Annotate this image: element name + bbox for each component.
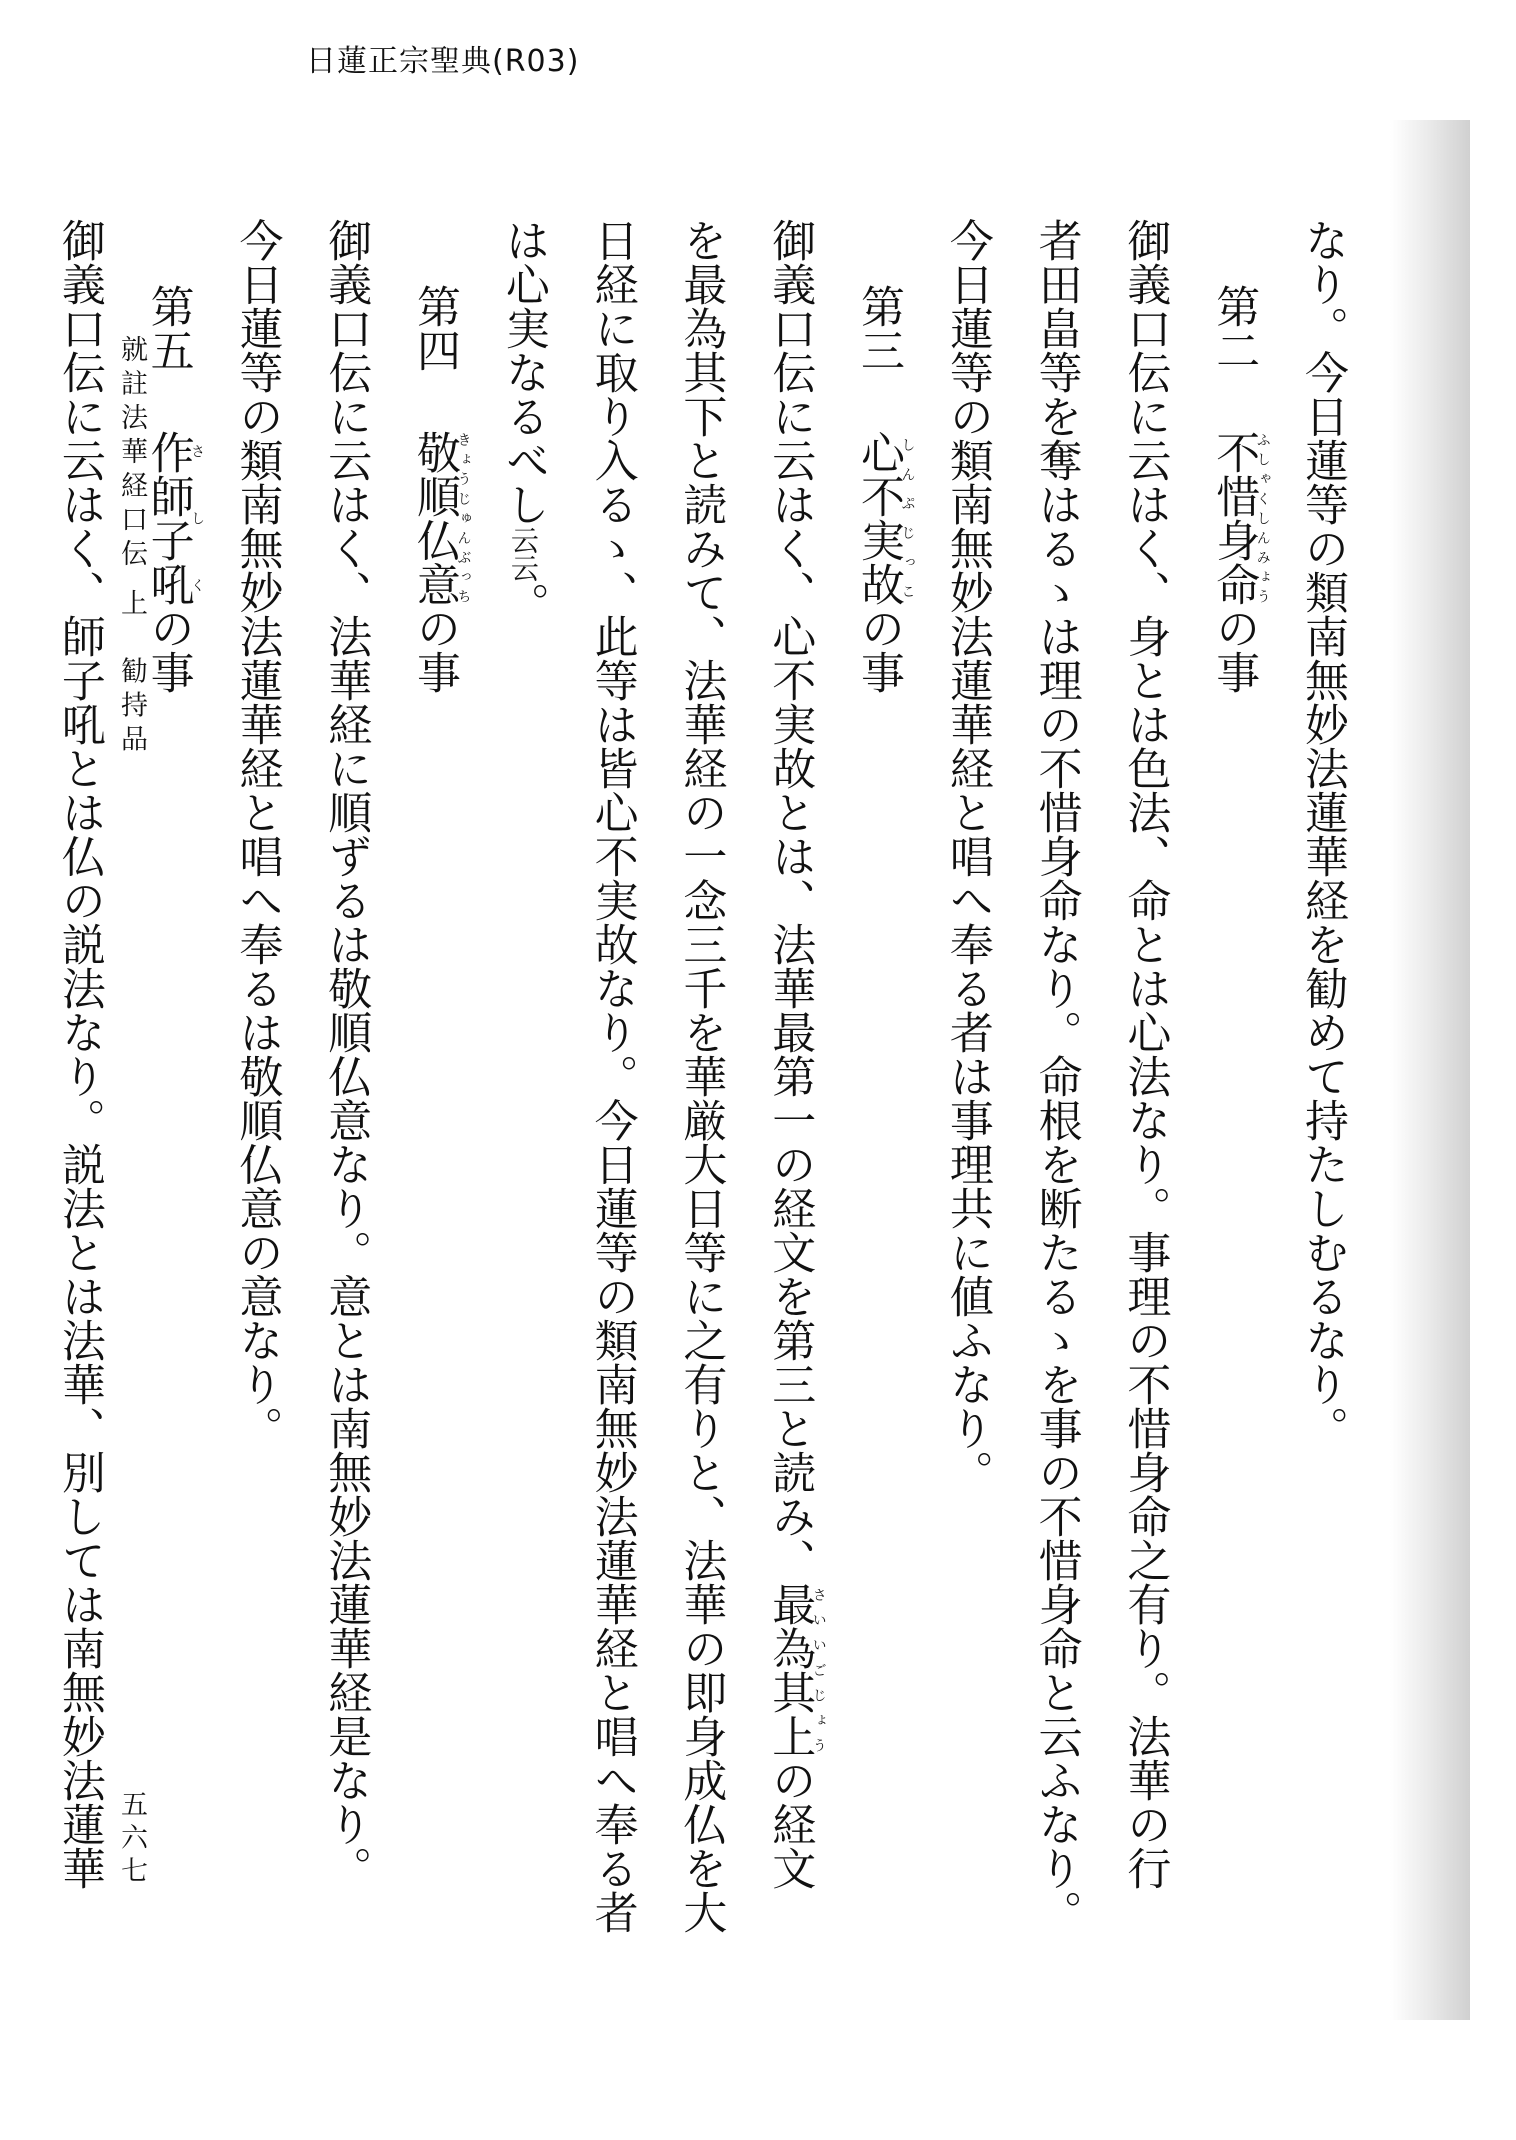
text-line: [656, 218, 745, 1948]
line-text: 御義口伝に云はく、師子吼とは仏の説法なり。説法とは法華、別しては南無妙法蓮華: [53, 218, 105, 1890]
section-heading-5: 第五 作師子吼さしくの事: [142, 284, 206, 694]
text-line: [212, 218, 301, 1948]
heading-title-ruby: 不惜身命ふしゃくしんみょう: [1208, 430, 1271, 606]
heading-title-ruby: 敬順仏意きょうじゅんぶっち: [409, 430, 472, 606]
furigana: しんぷじっこ: [899, 430, 916, 606]
furigana: さいいごじょう: [810, 1582, 827, 1758]
text-line: 今日蓮等の類南無妙法蓮華経と唱へ奉る者は事理共に値ふなり。: [941, 218, 993, 1494]
line-text: 今日蓮等の類南無妙法蓮華経と唱へ奉るは敬順仏意の意なり。: [231, 218, 283, 1450]
text-line: [1011, 218, 1100, 1948]
line-text: 御義口伝に云はく、身とは色法、命とは心法なり。事理の不惜身命之有り。法華の行: [1119, 218, 1171, 1890]
inline-ruby: 最為其上さいいごじょう: [764, 1582, 827, 1758]
page-number: 五六七: [116, 1790, 147, 1889]
small-text: 云云: [506, 526, 540, 582]
text-line: 御義口伝に云はく、心不実故とは、法華最第一の経文を第三と読み、最為其上さいいごじょうの経文: [764, 218, 827, 1890]
heading-title-ruby: 心不実故しんぷじっこ: [853, 430, 916, 606]
line-text: 御義口伝に云はく、法華経に順ずるは敬順仏意なり。意とは南無妙法蓮華経是なり。: [320, 218, 372, 1890]
book-title: 日蓮正宗聖典(R03): [306, 44, 580, 79]
heading-number: 第五: [142, 284, 194, 372]
main-text: [34, 218, 1366, 1948]
chapter-caption: 就註法華経口伝 上 勧持品: [116, 335, 147, 759]
heading-title-ruby: 作師子吼さしく: [142, 430, 206, 606]
line-text: なり。今日蓮等の類南無妙法蓮華経を勧めて持たしむるなり。: [1297, 218, 1348, 1450]
section-heading-3: 第三 心不実故しんぷじっこの事: [853, 284, 916, 694]
section-heading-4: 第四 敬順仏意きょうじゅんぶっちの事: [409, 284, 472, 694]
line-text: 者田畠等を奪はるゝは理の不惜身命なり。命根を断たるゝを事の不惜身命と云ふなり。: [1030, 218, 1082, 1934]
text-line: は心実なるべし云云。: [497, 218, 549, 626]
text-line: [1277, 218, 1366, 1948]
text-line: [300, 218, 389, 1948]
text-line: 日経に取り入るゝ、此等は皆心不実故なり。今日蓮等の類南無妙法蓮華経と唱へ奉る者: [586, 218, 638, 1934]
line-text: を最為其下と読みて、法華経の一念三千を華厳大日等に之有りと、法華の即身成仏を大: [675, 218, 727, 1934]
section-heading-2: 第二 不惜身命ふしゃくしんみょうの事: [1208, 284, 1271, 694]
heading-number: 第三: [853, 284, 905, 372]
furigana: きょうじゅんぶっち: [455, 430, 472, 606]
heading-number: 第四: [409, 284, 461, 372]
heading-number: 第二: [1208, 284, 1260, 372]
furigana: さしく: [189, 430, 206, 606]
furigana: ふしゃくしんみょう: [1254, 430, 1271, 606]
scan-shadow: [1390, 120, 1470, 2020]
text-line: [1100, 218, 1189, 1948]
text-line: [34, 218, 123, 1948]
